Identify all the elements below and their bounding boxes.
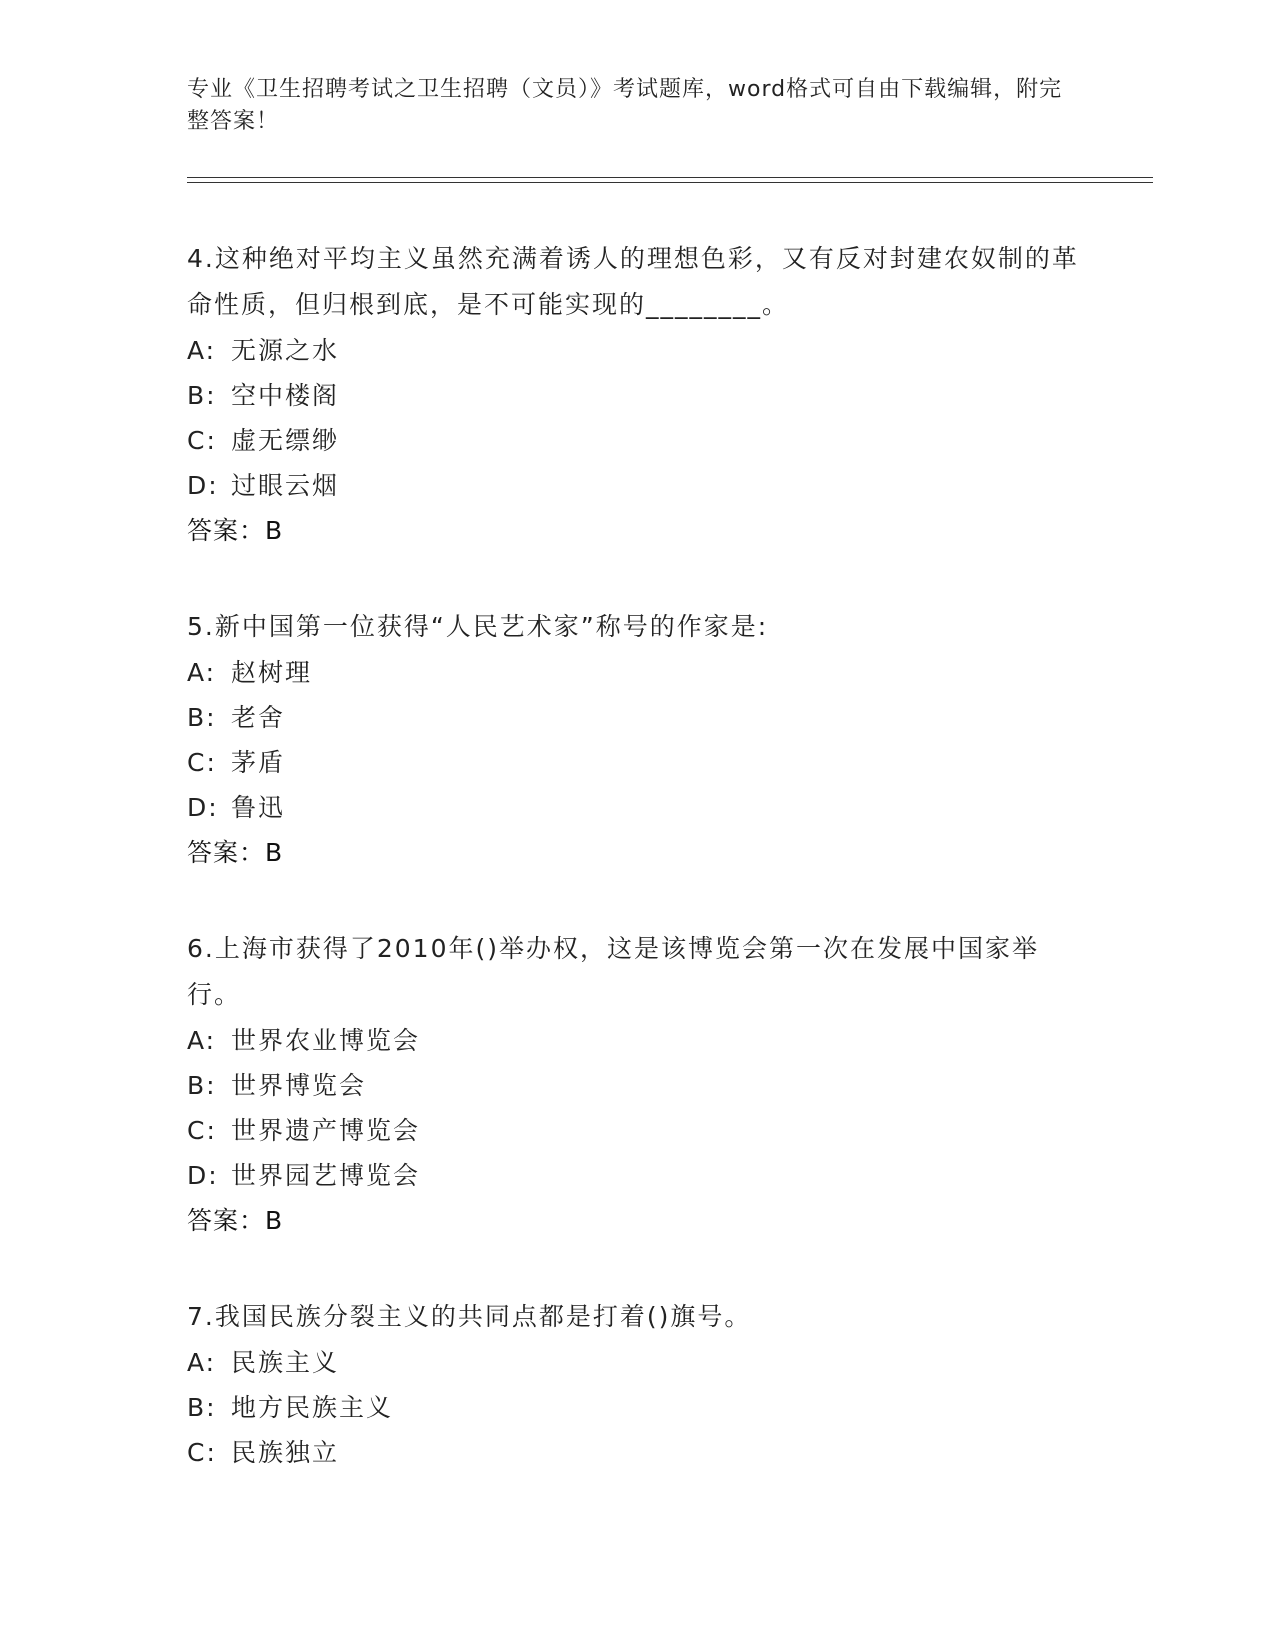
question-stem: 4.这种绝对平均主义虽然充满着诱人的理想色彩，又有反对封建农奴制的革命性质，但归根到底，是不可能实现的________。 bbox=[187, 244, 1079, 319]
option-letter: D: bbox=[187, 1161, 219, 1190]
option-letter: D: bbox=[187, 793, 219, 822]
option-list bbox=[187, 328, 1087, 508]
option-letter: B: bbox=[187, 703, 217, 732]
option-item bbox=[187, 740, 1087, 785]
option-letter: C: bbox=[187, 426, 217, 455]
option-text: 虚无缥缈 bbox=[231, 426, 340, 455]
question-stem: 7.我国民族分裂主义的共同点都是打着()旗号。 bbox=[187, 1302, 752, 1331]
option-letter: B: bbox=[187, 1393, 217, 1422]
option-text: 民族主义 bbox=[231, 1348, 340, 1377]
option-text: 茅盾 bbox=[231, 748, 286, 777]
option-letter: B: bbox=[187, 381, 217, 410]
option-text: 世界农业博览会 bbox=[231, 1026, 421, 1055]
option-item bbox=[187, 328, 1087, 373]
option-text: 过眼云烟 bbox=[231, 471, 340, 500]
option-list bbox=[187, 650, 1087, 830]
option-text: 世界博览会 bbox=[231, 1071, 367, 1100]
option-text: 民族独立 bbox=[231, 1438, 340, 1467]
option-item bbox=[187, 463, 1087, 508]
option-item bbox=[187, 695, 1087, 740]
option-list bbox=[187, 1018, 1087, 1198]
option-item bbox=[187, 1340, 1087, 1385]
option-letter: A: bbox=[187, 1026, 217, 1055]
option-text: 老舍 bbox=[231, 703, 286, 732]
option-text: 地方民族主义 bbox=[231, 1393, 394, 1422]
option-item bbox=[187, 1063, 1087, 1108]
document-header: 专业《卫生招聘考试之卫生招聘（文员）》考试题库，word格式可自由下载编辑，附完整答案！ bbox=[187, 77, 1063, 134]
option-item bbox=[187, 1018, 1087, 1063]
answer-line: 答案：B bbox=[187, 1206, 284, 1235]
option-letter: C: bbox=[187, 1438, 217, 1467]
header-rule-bottom bbox=[187, 182, 1153, 183]
option-text: 世界遗产博览会 bbox=[231, 1116, 421, 1145]
option-item bbox=[187, 373, 1087, 418]
option-letter: C: bbox=[187, 1116, 217, 1145]
option-text: 鲁迅 bbox=[231, 793, 286, 822]
option-letter: A: bbox=[187, 658, 217, 687]
option-item bbox=[187, 418, 1087, 463]
option-letter: B: bbox=[187, 1071, 217, 1100]
option-item bbox=[187, 1430, 1087, 1475]
answer-line: 答案：B bbox=[187, 516, 284, 545]
option-item bbox=[187, 785, 1087, 830]
question-stem: 6.上海市获得了2010年()举办权，这是该博览会第一次在发展中国家举行。 bbox=[187, 934, 1039, 1009]
option-item bbox=[187, 1108, 1087, 1153]
option-list bbox=[187, 1340, 1087, 1475]
option-text: 无源之水 bbox=[231, 336, 340, 365]
question-block bbox=[187, 236, 1087, 554]
option-item bbox=[187, 1385, 1087, 1430]
question-stem: 5.新中国第一位获得“人民艺术家”称号的作家是: bbox=[187, 612, 769, 641]
option-text: 空中楼阁 bbox=[231, 381, 340, 410]
option-item bbox=[187, 650, 1087, 695]
option-letter: D: bbox=[187, 471, 219, 500]
question-list bbox=[187, 236, 1087, 1525]
option-item bbox=[187, 1153, 1087, 1198]
question-block bbox=[187, 604, 1087, 876]
question-block bbox=[187, 1294, 1087, 1475]
option-text: 赵树理 bbox=[231, 658, 313, 687]
option-letter: A: bbox=[187, 336, 217, 365]
option-text: 世界园艺博览会 bbox=[231, 1161, 421, 1190]
option-letter: C: bbox=[187, 748, 217, 777]
answer-line: 答案：B bbox=[187, 838, 284, 867]
header-rule-top bbox=[187, 177, 1153, 178]
option-letter: A: bbox=[187, 1348, 217, 1377]
question-block bbox=[187, 926, 1087, 1244]
